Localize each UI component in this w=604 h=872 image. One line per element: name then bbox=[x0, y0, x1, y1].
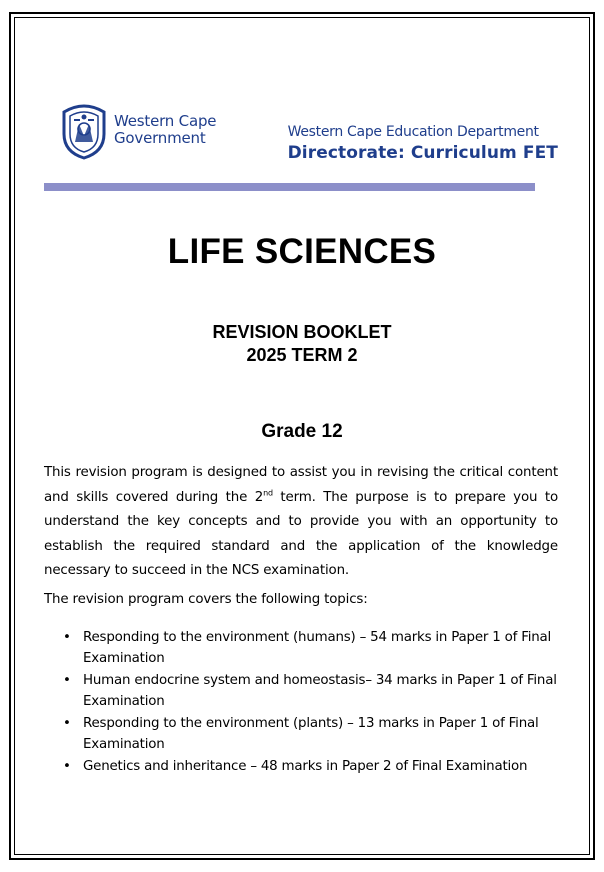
page-title: LIFE SCIENCES bbox=[167, 232, 437, 271]
topic-text: Genetics and inheritance – 48 marks in Paper 2 of Final Examination bbox=[83, 759, 528, 774]
government-name-line1: Western Cape bbox=[114, 112, 217, 130]
coat-of-arms-logo bbox=[60, 102, 108, 160]
topic-text: Responding to the environment (plants) – 13 marks in Paper 1 of Final Examination bbox=[83, 716, 539, 752]
intro-superscript: nd bbox=[263, 488, 273, 498]
intro-paragraph bbox=[44, 461, 558, 584]
government-name bbox=[114, 113, 216, 147]
bullet-icon: • bbox=[63, 716, 71, 731]
bullet-icon: • bbox=[63, 630, 71, 645]
topics-intro: The revision program covers the following topics: bbox=[44, 592, 368, 607]
list-item bbox=[44, 713, 558, 755]
list-item bbox=[44, 756, 558, 777]
subtitle-line2: 2025 TERM 2 bbox=[246, 345, 358, 365]
department-block bbox=[288, 123, 558, 165]
bullet-icon: • bbox=[63, 759, 71, 774]
department-name: Western Cape Education Department bbox=[287, 124, 539, 140]
intro-text-part2: term. The purpose is to prepare you to understand the key concepts and to provide you with an opportunity to establish the required standard and the application of the knowledge necessary to succeed in the NCS examination. bbox=[44, 489, 558, 578]
government-name-line2: Government bbox=[114, 129, 206, 147]
topics-list bbox=[44, 627, 558, 778]
directorate-name: Directorate: Curriculum FET bbox=[287, 143, 558, 163]
page-subtitle bbox=[0, 321, 604, 367]
intro-text-part1: This revision program is designed to assist you in revising the critical content and skills covered during the 2 bbox=[44, 465, 558, 505]
subtitle-line1: REVISION BOOKLET bbox=[212, 322, 392, 342]
list-item bbox=[44, 627, 558, 669]
grade-label: Grade 12 bbox=[261, 421, 343, 442]
bullet-icon: • bbox=[63, 673, 71, 688]
header-divider-bar bbox=[44, 183, 535, 191]
topic-text: Responding to the environment (humans) – 54 marks in Paper 1 of Final Examination bbox=[83, 630, 552, 666]
list-item bbox=[44, 670, 558, 712]
topic-text: Human endocrine system and homeostasis– 34 marks in Paper 1 of Final Examination bbox=[83, 673, 557, 709]
